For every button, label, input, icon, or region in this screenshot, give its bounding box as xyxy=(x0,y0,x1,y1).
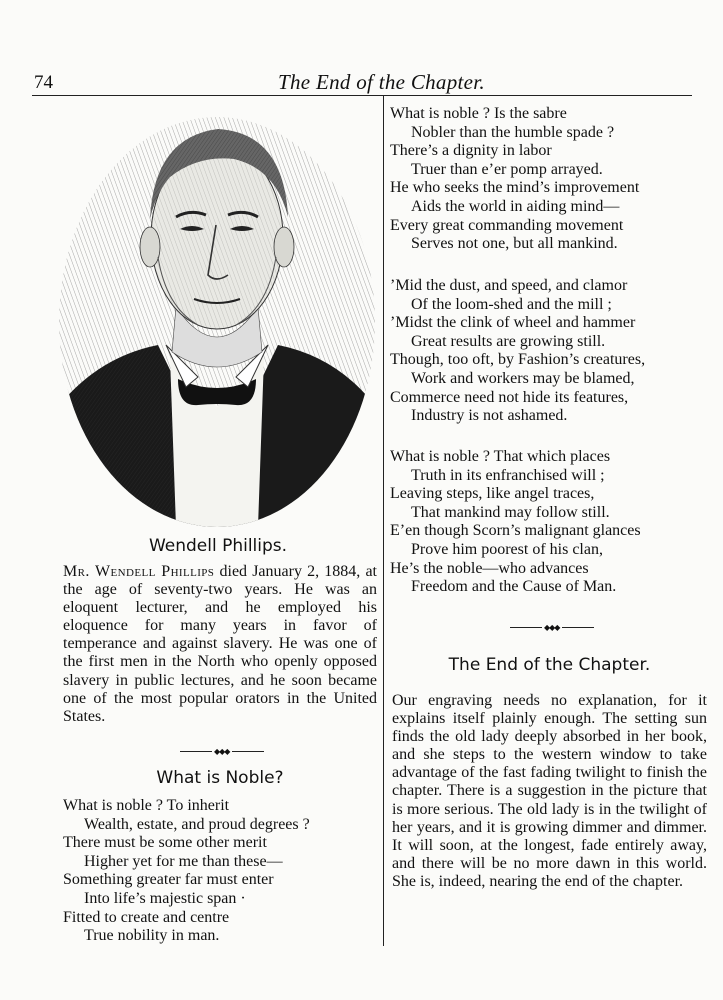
poem-line: What is noble ? To inherit xyxy=(63,797,230,814)
poem-line: Fitted to create and centre xyxy=(63,908,230,926)
biography-lead: Mr. Wendell Phillips xyxy=(63,563,215,580)
poem-line: Nobler than the humble spade ? xyxy=(411,123,615,141)
poem-stanza-2 xyxy=(390,277,710,426)
poem-line: True nobility in man. xyxy=(84,927,220,945)
ornament-divider: ◆◆◆ xyxy=(510,624,594,632)
poem-line: There must be some other merit xyxy=(63,834,267,852)
poem-stanza-1 xyxy=(390,105,710,254)
poem-line: Something greater far must enter xyxy=(63,871,274,889)
poem-line: ’Midst the clink of wheel and hammer xyxy=(390,314,636,332)
poem-stanza-3 xyxy=(390,448,710,597)
poem-line: Of the loom-shed and the mill ; xyxy=(411,295,612,313)
portrait-caption: Wendell Phillips. xyxy=(148,536,288,556)
poem-line: He who seeks the mind’s improvement xyxy=(390,179,640,197)
poem-line: Aids the world in aiding mind— xyxy=(411,197,620,215)
biography-paragraph xyxy=(63,563,377,726)
poem-line: Great results are growing still. xyxy=(411,332,606,350)
biography-text: died January 2, 1884, at the age of seventy-two years. He was an eloquent lecturer, and he employed his eloquence for many years in favor of temperance and against slavery. He was one of the first men in the North who openly opposed slavery in public lectures, and he soon became one of the most popular orators in the United States. xyxy=(63,563,378,725)
poem-line: Industry is not ashamed. xyxy=(411,407,568,425)
article-lead: Our xyxy=(392,692,417,709)
poem-line: There’s a dignity in labor xyxy=(390,142,552,160)
poem-line: Work and workers may be blamed, xyxy=(411,369,635,387)
poem-line: Truer than e’er pomp arrayed. xyxy=(411,160,603,178)
poem-line: Prove him poorest of his clan, xyxy=(411,540,603,558)
poem-line: Commerce need not hide its features, xyxy=(390,388,629,406)
poem-title: What is Noble? xyxy=(156,768,284,788)
poem-line: Truth in its enfranchised will ; xyxy=(411,466,605,484)
poem-line: Serves not one, but all mankind. xyxy=(411,235,618,253)
poem-left-stanza xyxy=(63,797,379,946)
poem-line: Freedom and the Cause of Man. xyxy=(411,578,617,596)
poem-line: Though, too oft, by Fashion’s creatures, xyxy=(390,351,646,369)
poem-line: E’en though Scorn’s malignant glances xyxy=(390,522,641,540)
poem-line: Wealth, estate, and proud degrees ? xyxy=(84,815,310,833)
poem-line: Every great commanding movement xyxy=(390,216,624,234)
article-text: engraving needs no explanation, for it explains itself plainly enough. The setting sun finds the old lady deeply absorbed in her book, and she steps to the western window to take advantage of the fast fading twilight to finish the chapter. There is a suggestion in the picture that is more serious. The old lady is in the twilight of her years, and it is growing dimmer and dimmer. It will soon, at the longest, fade entirely away, and there will be no more dawn in this world. She is, indeed, nearing the end of the chapter. xyxy=(392,692,707,890)
section-title: The End of the Chapter. xyxy=(448,655,651,675)
page-number: 74 xyxy=(34,72,53,93)
running-title: The End of the Chapter. xyxy=(278,70,485,94)
poem-line: He’s the noble—who advances xyxy=(390,559,589,577)
article-paragraph xyxy=(392,692,707,891)
poem-line: Leaving steps, like angel traces, xyxy=(390,485,595,503)
column-divider xyxy=(383,96,384,946)
poem-line: Higher yet for me than these— xyxy=(84,852,283,870)
poem-line: What is noble ? That which places xyxy=(390,448,611,465)
portrait-engraving xyxy=(58,107,376,527)
poem-line: ’Mid the dust, and speed, and clamor xyxy=(390,277,628,294)
header-rule xyxy=(32,95,692,96)
poem-line: What is noble ? Is the sabre xyxy=(390,105,567,122)
poem-line: That mankind may follow still. xyxy=(411,503,610,521)
ornament-divider: ◆◆◆ xyxy=(180,748,264,756)
poem-line: Into life’s majestic span · xyxy=(84,889,246,907)
